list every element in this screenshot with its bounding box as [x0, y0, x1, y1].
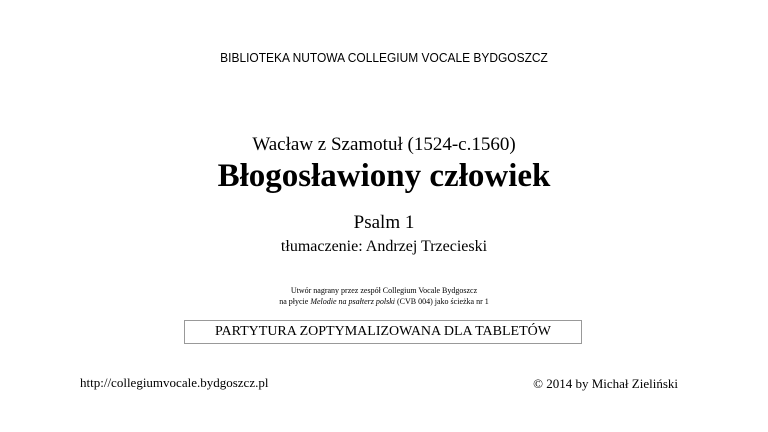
edition-label-box: PARTYTURA ZOPTYMALIZOWANA DLA TABLETÓW	[184, 320, 582, 344]
recording-prefix: na płycie	[279, 297, 311, 306]
piece-subtitle: Psalm 1	[353, 212, 415, 233]
library-header: BIBLIOTEKA NUTOWA COLLEGIUM VOCALE BYDGOSZCZ	[220, 50, 548, 65]
recording-note-line2	[0, 296, 768, 307]
piece-title: Błogosławiony człowiek	[217, 158, 551, 194]
recording-note	[0, 285, 768, 307]
translation-credit: tłumaczenie: Andrzej Trzecieski	[280, 238, 488, 255]
composer-line: Wacław z Szamotuł (1524-c.1560)	[252, 134, 516, 155]
copyright-notice: © 2014 by Michał Zieliński	[533, 376, 678, 391]
album-title: Melodie na psałterz polski	[310, 297, 395, 306]
recording-note-line1: Utwór nagrany przez zespół Collegium Vocale Bydgoszcz	[290, 286, 478, 295]
recording-suffix: (CVB 004) jako ścieżka nr 1	[395, 297, 489, 306]
website-url[interactable]: http://collegiumvocale.bydgoszcz.pl	[80, 375, 269, 390]
